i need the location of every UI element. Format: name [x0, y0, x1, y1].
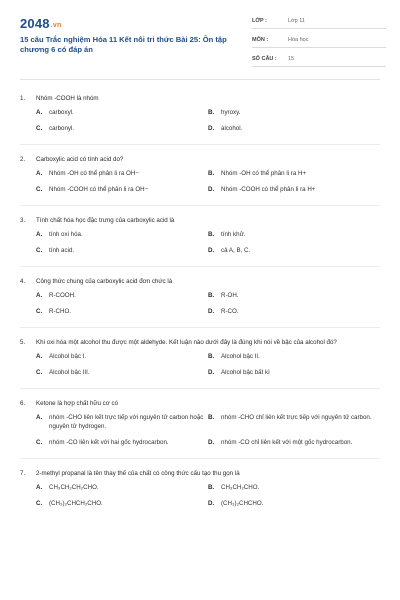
answer-option[interactable]: [208, 438, 380, 447]
question-stem: Khi oxi hóa một alcohol thu được một aldehyde. Kết luận nào dưới đây là đúng khi nói về bậc của alcohol đó?: [36, 339, 337, 346]
option-letter: C.: [36, 439, 43, 446]
option-letter: A.: [36, 353, 43, 360]
option-text: carboxyl.: [49, 109, 74, 116]
answer-option[interactable]: [208, 124, 380, 133]
meta-class: LỚP : Lớp 11: [252, 16, 386, 29]
header-divider: [20, 79, 380, 80]
answer-option[interactable]: [208, 291, 380, 300]
logo-text: 2048: [20, 16, 50, 31]
quiz-meta: [252, 16, 386, 73]
option-letter: D.: [208, 308, 215, 315]
answer-option[interactable]: [36, 413, 208, 431]
option-text: nhóm -CO liên kết với hai gốc hydrocarbon.: [49, 439, 169, 446]
question-item: [20, 94, 380, 133]
option-letter: B.: [208, 414, 215, 421]
option-letter: C.: [36, 308, 43, 315]
question-separator: [20, 266, 380, 267]
option-text: Nhóm -COOH có thể phân li ra H+: [221, 186, 316, 193]
logo-suffix: .vn: [50, 22, 62, 29]
answer-option[interactable]: [36, 438, 208, 447]
question-number: 4.: [20, 278, 26, 285]
question-text: [20, 277, 380, 286]
meta-subject: MÔN : Hóa học: [252, 35, 386, 48]
question-stem: Ketone là hợp chất hữu cơ có: [36, 400, 119, 407]
answer-options: [36, 352, 380, 377]
answer-option[interactable]: [208, 185, 380, 194]
answer-options: [36, 169, 380, 194]
question-stem: Công thức chung của carboxylic acid đơn chức là: [36, 278, 173, 285]
option-letter: D.: [208, 500, 215, 507]
page-title: 15 câu Trắc nghiệm Hóa 11 Kết nối tri thức Bài 25: Ôn tập chương 6 có đáp án: [20, 35, 227, 54]
question-number: 6.: [20, 400, 26, 407]
option-letter: D.: [208, 247, 215, 254]
page-header: [20, 14, 380, 80]
option-letter: D.: [208, 369, 215, 376]
answer-option[interactable]: [208, 108, 380, 117]
option-letter: B.: [208, 484, 215, 491]
option-letter: C.: [36, 125, 43, 132]
answer-option[interactable]: [208, 413, 380, 431]
option-text: nhóm -CHO liên kết trực tiếp với nguyên tử carbon hoặc nguyên tử hydrogen.: [49, 414, 204, 430]
option-text: CH₃CH₂CH₂CHO.: [49, 484, 99, 491]
question-text: [20, 216, 380, 225]
option-letter: C.: [36, 186, 43, 193]
option-text: R-COOH.: [49, 292, 76, 299]
answer-option[interactable]: [208, 499, 380, 508]
answer-option[interactable]: [36, 291, 208, 300]
question-separator: [20, 205, 380, 206]
answer-options: [36, 230, 380, 255]
option-text: Alcohol bậc II.: [221, 353, 260, 360]
option-text: CH₃CH₂CHO.: [221, 484, 260, 491]
answer-option[interactable]: [36, 483, 208, 492]
question-number: 5.: [20, 339, 26, 346]
question-number: 1.: [20, 95, 26, 102]
option-text: (CH₃)₂CHCHO.: [221, 500, 264, 507]
answer-option[interactable]: [36, 124, 208, 133]
option-text: hyroxy.: [221, 109, 241, 116]
answer-option[interactable]: [36, 499, 208, 508]
option-letter: C.: [36, 247, 43, 254]
question-separator: [20, 327, 380, 328]
answer-option[interactable]: [208, 483, 380, 492]
question-item: [20, 338, 380, 377]
answer-options: [36, 108, 380, 133]
question-item: [20, 277, 380, 316]
option-text: R-CHO.: [49, 308, 71, 315]
question-stem: 2-methyl propanal là tên thay thế của chất có công thức cấu tạo thu gọn là: [36, 470, 240, 477]
question-text: [20, 155, 380, 164]
answer-option[interactable]: [36, 352, 208, 361]
question-text: [20, 338, 380, 347]
option-text: Alcohol bậc III.: [49, 369, 90, 376]
question-stem: Nhóm -COOH là nhóm: [36, 95, 99, 102]
answer-option[interactable]: [36, 246, 208, 255]
option-text: Nhóm -OH có thể phân li ra H+: [221, 170, 307, 177]
answer-option[interactable]: [36, 230, 208, 239]
option-letter: B.: [208, 170, 215, 177]
answer-options: [36, 291, 380, 316]
answer-option[interactable]: [36, 368, 208, 377]
question-number: 3.: [20, 217, 26, 224]
question-stem: Tính chất hóa học đặc trưng của carboxylic acid là: [36, 217, 175, 224]
option-text: Alcohol bậc I.: [49, 353, 87, 360]
option-text: tính oxi hóa.: [49, 231, 83, 238]
answer-option[interactable]: [208, 169, 380, 178]
option-letter: A.: [36, 231, 43, 238]
answer-option[interactable]: [36, 307, 208, 316]
option-text: R-CO.: [221, 308, 239, 315]
answer-option[interactable]: [208, 368, 380, 377]
question-stem: Carboxylic acid có tính acid do?: [36, 156, 124, 163]
option-text: alcohol.: [221, 125, 243, 132]
option-text: nhóm -CO chỉ liên kết với một gốc hydrocarbon.: [221, 439, 353, 446]
option-letter: A.: [36, 170, 43, 177]
question-text: [20, 469, 380, 478]
answer-option[interactable]: [36, 169, 208, 178]
question-number: 2.: [20, 156, 26, 163]
option-letter: B.: [208, 231, 215, 238]
option-letter: C.: [36, 500, 43, 507]
option-text: tính acid.: [49, 247, 75, 254]
option-letter: D.: [208, 439, 215, 446]
option-letter: D.: [208, 125, 215, 132]
question-item: [20, 216, 380, 255]
option-text: Alcohol bậc bất kì: [221, 369, 270, 376]
answer-option[interactable]: [208, 246, 380, 255]
answer-option[interactable]: [36, 108, 208, 117]
answer-options: [36, 413, 380, 447]
option-text: R-OH.: [221, 292, 239, 299]
answer-option[interactable]: [208, 230, 380, 239]
question-item: [20, 469, 380, 508]
option-text: Nhóm -OH có thể phân li ra OH−: [49, 170, 139, 177]
option-letter: D.: [208, 186, 215, 193]
answer-option[interactable]: [208, 352, 380, 361]
answer-options: [36, 483, 380, 508]
question-separator: [20, 388, 380, 389]
option-text: cả A, B, C.: [221, 247, 251, 254]
question-number: 7.: [20, 470, 26, 477]
option-letter: B.: [208, 292, 215, 299]
question-separator: [20, 458, 380, 459]
option-letter: B.: [208, 109, 215, 116]
option-letter: B.: [208, 353, 215, 360]
question-separator: [20, 144, 380, 145]
question-item: [20, 155, 380, 194]
question-text: [20, 399, 380, 408]
option-letter: A.: [36, 414, 43, 421]
site-logo[interactable]: [20, 16, 61, 31]
option-letter: A.: [36, 292, 43, 299]
question-item: [20, 399, 380, 447]
option-letter: A.: [36, 484, 43, 491]
option-text: tính khử.: [221, 231, 246, 238]
answer-option[interactable]: [36, 185, 208, 194]
option-letter: C.: [36, 369, 43, 376]
question-list: [20, 94, 380, 508]
option-text: (CH₃)₂CHCH₂CHO.: [49, 500, 103, 507]
option-text: Nhóm -COOH có thể phân li ra OH−: [49, 186, 149, 193]
question-text: [20, 94, 380, 103]
meta-count: SỐ CÂU : 15: [252, 54, 386, 67]
option-text: carbonyl.: [49, 125, 75, 132]
answer-option[interactable]: [208, 307, 380, 316]
option-letter: A.: [36, 109, 43, 116]
option-text: nhóm -CHO chỉ liên kết trực tiếp với nguyên tử carbon.: [221, 414, 372, 421]
